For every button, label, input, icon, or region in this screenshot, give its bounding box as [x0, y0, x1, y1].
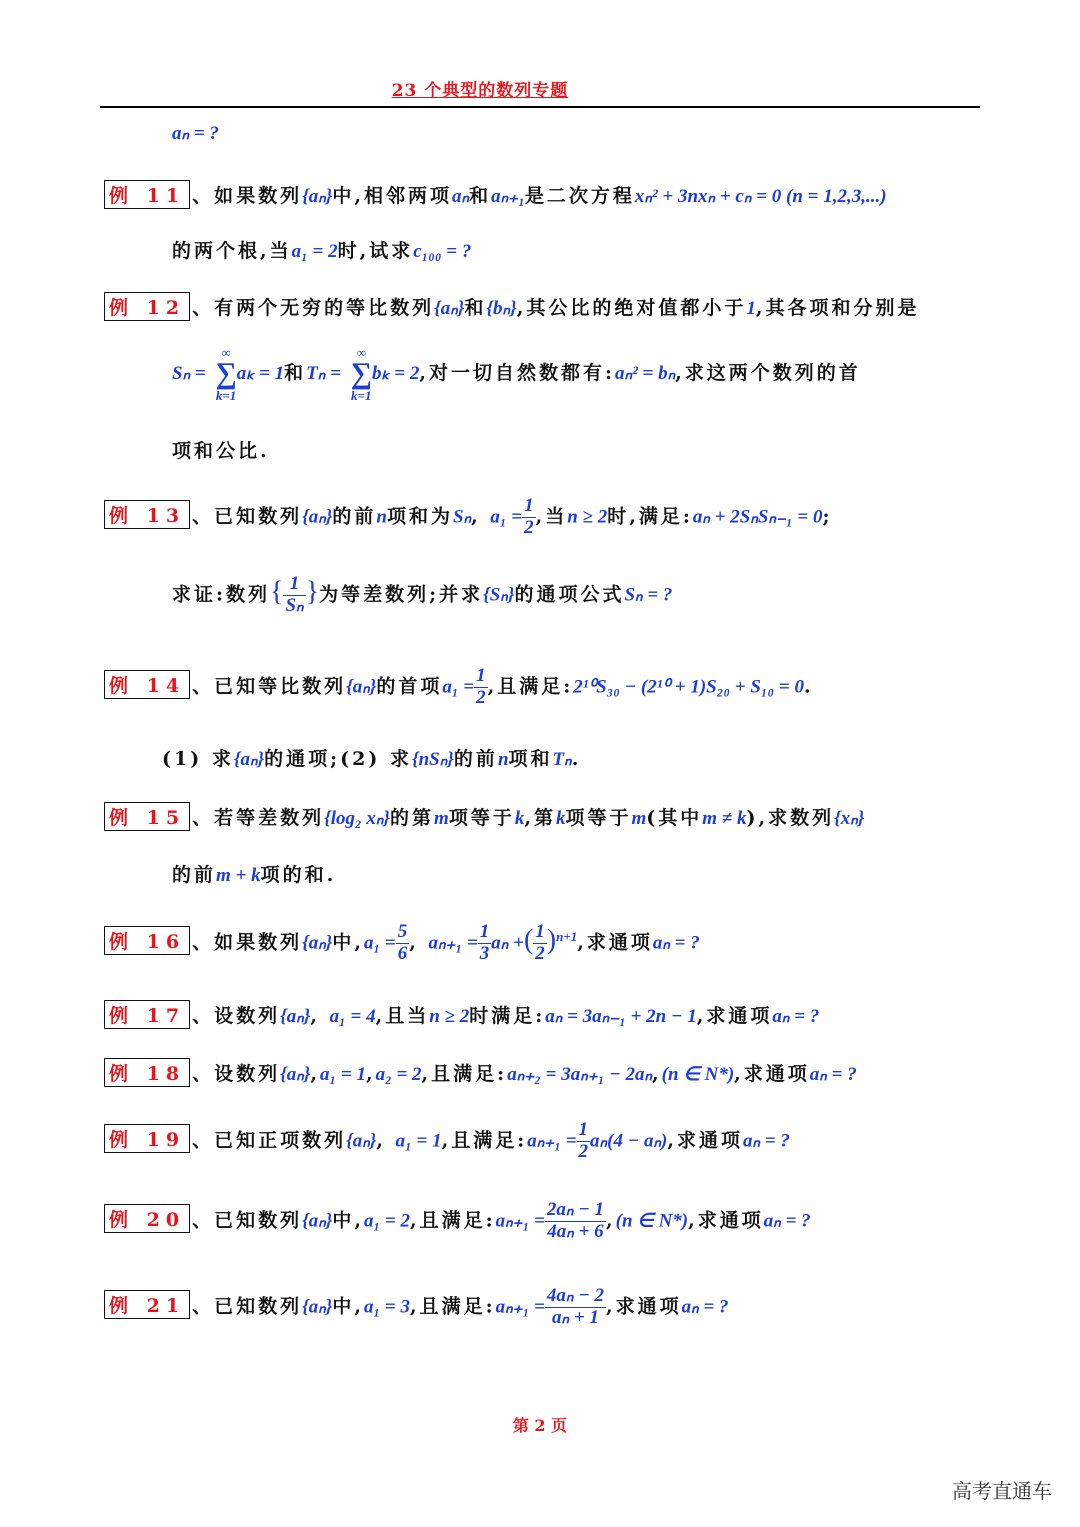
header-divider [100, 106, 980, 108]
fraction: $\frac{1}{2}$ [578, 1119, 589, 1162]
example-14-line2: (1) 求{aₙ}的通项;(2) 求{nSₙ}的前n项和Tₙ. [162, 748, 582, 770]
summation: ∞ ∑ k=1 [350, 345, 372, 403]
example-label: 例 13 [104, 500, 190, 529]
fraction: $\frac{1}{2}$ [535, 921, 545, 964]
example-14-line1: 例 14 、已知等比数列{aₙ}的首项a₁ = $\frac{1}{2}$ ,且满足:2¹⁰S₃₀ − (2¹⁰ + 1)S₂₀ + S₁₀ = 0. [104, 666, 814, 709]
example-label: 例 21 [104, 1290, 190, 1319]
fraction: $\frac{1}{\text{Sₙ}}$ [285, 573, 304, 616]
watermark: 高考直通车 [952, 1479, 1052, 1503]
page-header [0, 76, 960, 101]
document-title: 23 个典型的数列专题 [391, 81, 569, 101]
example-13-line1: 例 13 、已知数列{aₙ}的前n项和为Sₙ, a₁ = $\frac{1}{2}$ ,当n ≥ 2时,满足:aₙ + 2SₙSₙ₋₁ = 0; [104, 496, 833, 539]
continued-question: aₙ = ? [172, 123, 219, 144]
example-20-line1: 例 20 、已知数列{aₙ}中,a₁ = 2,且满足:aₙ₊₁ = $\frac{\text{2aₙ − 1}}{\text{4aₙ + 6}}$ ,(n ∈ N*),求通项aₙ = ? [104, 1200, 811, 1243]
example-label: 例 14 [104, 670, 190, 699]
example-12-line1: 例 12 、有两个无穷的等比数列{aₙ}和{bₙ},其公比的绝对值都小于1,其各项和分别是 [104, 292, 919, 321]
example-label: 例 15 [104, 802, 190, 831]
example-label: 例 12 [104, 292, 190, 321]
fraction: $\frac{1}{2}$ [524, 495, 534, 538]
example-label: 例 20 [104, 1204, 190, 1233]
example-19-line1: 例 19 、已知正项数列{aₙ}, a₁ = 1,且满足:aₙ₊₁ = $\frac{1}{2}$ aₙ(4 − aₙ),求通项aₙ = ? [104, 1120, 790, 1163]
example-21-line1: 例 21 、已知数列{aₙ}中,a₁ = 3,且满足:aₙ₊₁ = $\frac{\text{4aₙ − 2}}{\text{aₙ + 1}}$ ,求通项aₙ = ? [104, 1286, 729, 1329]
example-15-line1: 例 15 、若等差数列{log₂ xₙ}的第m项等于k,第k项等于m(其中m ≠ k),求数列{xₙ} [104, 802, 864, 831]
example-12-line2: Sₙ = ∞ ∑ k=1 aₖ = 1和Tₙ = ∞ ∑ k=1 bₖ = 2,对一切自然数都有:aₙ² = bₙ,求这两个数列的首 [172, 345, 861, 403]
example-11-line2: 的两个根,当a₁ = 2时,试求c₁₀₀ = ? [172, 240, 472, 262]
summation: ∞ ∑ k=1 [215, 345, 237, 403]
example-17-line1: 例 17 、设数列{aₙ}, a₁ = 4,且当n ≥ 2时满足:aₙ = 3aₙ₋₁ + 2n − 1,求通项aₙ = ? [104, 1000, 819, 1029]
example-16-line1: 例 16 、如果数列{aₙ}中,a₁ = $\frac{5}{6}$ , aₙ₊₁ = $\frac{1}{3}$ aₙ +( $\frac{1}{2}$ )$^{n+1}$,求通项aₙ = ? [104, 922, 700, 965]
page-number: 第 2 页 [512, 1416, 568, 1435]
example-11-line1: 例 11 、如果数列{aₙ}中,相邻两项aₙ和aₙ₊₁是二次方程xₙ² + 3nxₙ + cₙ = 0 (n = 1,2,3,...) [104, 180, 887, 209]
example-15-line2: 的前m + k项的和. [172, 864, 337, 886]
example-label: 例 16 [104, 926, 190, 955]
example-12-line3: 项和公比. [172, 440, 270, 462]
example-18-line1: 例 18 、设数列{aₙ},a₁ = 1,a₂ = 2,且满足:aₙ₊₂ = 3aₙ₊₁ − 2aₙ,(n ∈ N*),求通项aₙ = ? [104, 1058, 857, 1087]
example-label: 例 11 [104, 180, 190, 209]
example-13-line2: 求证:数列{ $\frac{1}{\text{Sₙ}}$ }为等差数列;并求{Sₙ}的通项公式Sₙ = ? [172, 573, 673, 616]
example-label: 例 17 [104, 1000, 190, 1029]
fraction: $\frac{5}{6}$ [397, 921, 408, 964]
fraction: $\frac{\text{4aₙ − 2}}{\text{aₙ + 1}}$ [546, 1285, 605, 1328]
example-label: 例 18 [104, 1058, 190, 1087]
fraction: $\frac{\text{2aₙ − 1}}{\text{4aₙ + 6}}$ [546, 1199, 605, 1242]
example-label: 例 19 [104, 1124, 190, 1153]
fraction: $\frac{1}{2}$ [476, 665, 486, 708]
fraction: $\frac{1}{3}$ [479, 921, 490, 964]
